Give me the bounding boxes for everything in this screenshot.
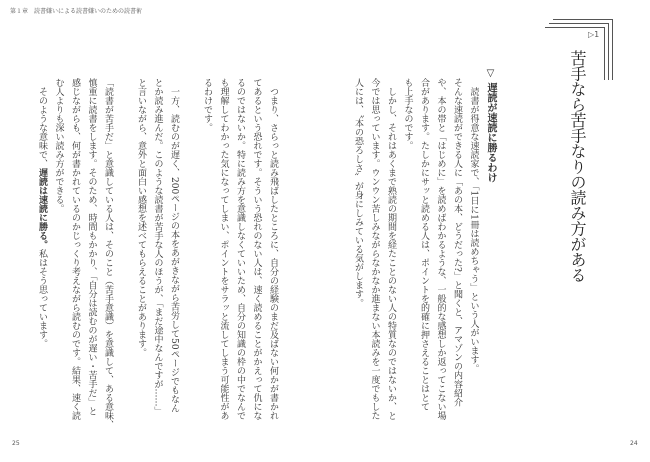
text-line: や、本の帯と「はじめに」を読めばわかるような、一般的な感想しか返ってこない場 [435,78,446,420]
text-line: るのではないか。特に読み方を意識しなくていいため、自分の知識の枠の中でなんで [235,78,245,420]
left-page-body [50,78,182,429]
section-number: ▷1 [588,30,600,39]
page-number-left: 25 [12,440,20,447]
page-number-right: 24 [630,440,638,447]
running-head: 第１章 読書嫌いによる読書嫌いのための読書術 [10,8,143,15]
text-line: つまり、さらっと読み飛ばしたところに、自分の経験のまだ及ばない何かが書かれ [268,87,278,420]
text-line: るわけです。 [202,78,212,132]
text-line: とか読み進んだ。このような読書が苦手な人のほうが、「まだ途中なんですが……」 [152,78,163,416]
text-line: 一方、読むのが遅く、200ページの本をあがきながら苦労して50ページでもなん [169,87,179,413]
text-line: も上手なのです。 [402,78,413,150]
text-line: 人には、〝本の恐ろしさ〟が身にしみている気がします。 [353,78,363,308]
conclusion-line: そのような意味で、遅読は速読に勝る。私はそう思っています。 [37,87,47,348]
text-line: む人よりも深い読み方ができる。 [53,78,64,213]
middle-body [199,78,282,420]
blank-line [116,78,133,413]
text-line: 読書が得意な速読家で、「1日に1冊は読めちゃう」という人がいます。 [468,87,479,373]
text-line: 「読書が苦手だ」と意識している人は、そのこと（苦手意識）を意識して、ある意味、 [103,78,113,429]
text-line: と言いながら、意外と面白い感想を述べてもらえることがあります。 [136,78,146,357]
conclusion [34,78,51,413]
conclusion-emphasis: 遅読は速読に勝る。 [37,168,47,249]
text-line: しかし、それはあくまで熟読の期間を経たことのない人の特質なのではないか、と [386,87,396,420]
text-line: 感じながらも、何が書かれているのかじっくり考えながら読むのです。結果、速く読 [70,78,80,420]
text-line: 今では思っています。ウンウン苦しみながらなかなか進まない本読みを一度でもした [369,78,380,420]
text-line: てあるという恐れです。そういう恐れのない人は、速く読めることがかえって仇にな [251,78,262,420]
section-title: 苦手なら苦手なりの読み方がある [568,50,587,283]
text-line: 慎重に読書をします。そのため、時間もかかり、「自分は読むのが遅い・苦手だ」と [86,78,97,416]
text-line: も理解してわかった気になってしまい、ポイントをサラッと流してしまう可能性があ [218,78,229,420]
subheading: ▽ 遅読が速読に勝るわけ [485,68,496,183]
text-line: そんな速読ができる人に「あの本、どうだった?」と聞くと、アマゾンの内容紹介 [452,78,462,407]
right-page-body [350,68,499,420]
text-line: 合があります。たしかにサッと読める人は、ポイントを的確に押さえることはとて [419,78,429,411]
